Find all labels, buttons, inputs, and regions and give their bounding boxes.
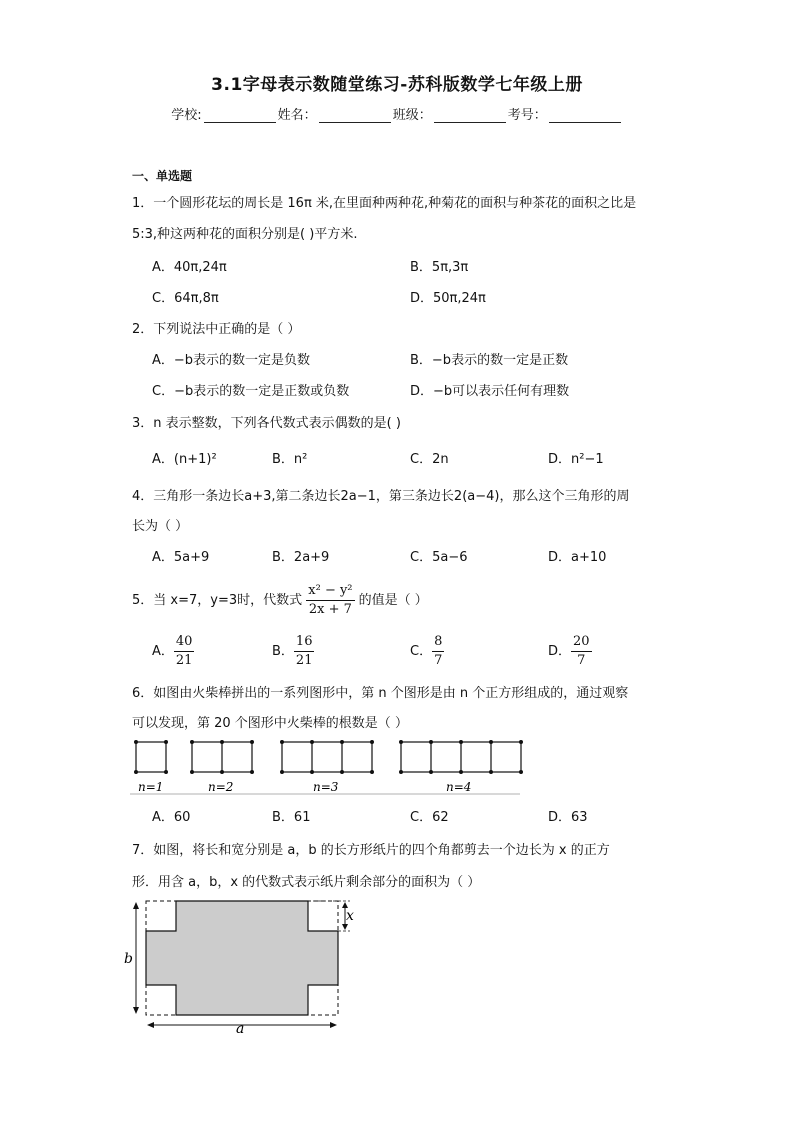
figure-label-n2: n=2 <box>208 780 234 794</box>
q5-option-a-num: 40 <box>174 633 195 652</box>
q5-option-b-fraction <box>294 633 315 670</box>
question-6-text: 6．如图由火柴棒拼出的一系列图形中，第 n 个图形是由 n 个正方形组成的，通过观察 <box>132 686 629 701</box>
q5-expression-fraction <box>306 582 354 619</box>
question-2-text: 2．下列说法中正确的是（ ） <box>132 322 301 337</box>
dimension-label-b: b <box>124 951 133 967</box>
question-7-text-cont: 形．用含 a，b，x 的代数式表示纸片剩余部分的面积为（ ） <box>132 875 481 890</box>
q2-option-c[interactable]: C．−b表示的数一定是正数或负数 <box>152 384 350 399</box>
q2-option-b[interactable]: B．−b表示的数一定是正数 <box>410 353 569 368</box>
q5-text-pre: 5．当 x=7，y=3时，代数式 <box>132 593 303 608</box>
q5-expr-denominator: 2x + 7 <box>308 602 352 617</box>
exam-no-blank[interactable] <box>549 108 621 123</box>
remaining-paper-shape <box>146 901 338 1015</box>
q5-option-d-fraction <box>571 633 592 670</box>
dimension-label-x: x <box>346 908 354 924</box>
q1-option-d[interactable]: D．50π,24π <box>410 291 486 306</box>
q3-option-b[interactable]: B．n² <box>272 452 308 467</box>
question-4-text-cont: 长为（ ） <box>132 519 189 534</box>
rectangle-cut-corners-figure <box>126 893 366 1035</box>
question-1-text: 1．一个圆形花坛的周长是 16π 米,在里面种两种花,种菊花的面积与种茶花的面积之比是 <box>132 196 637 211</box>
figure-label-n1: n=1 <box>138 780 164 794</box>
name-blank[interactable] <box>319 108 391 123</box>
figure-label-n3: n=3 <box>313 780 339 794</box>
q5-option-a-fraction <box>174 633 195 670</box>
q5-option-c-num: 8 <box>432 633 444 652</box>
q4-option-b[interactable]: B．2a+9 <box>272 550 330 565</box>
q3-option-a[interactable]: A．(n+1)² <box>152 452 217 467</box>
q5-option-d-label: D． <box>548 644 572 659</box>
q5-option-d-den: 7 <box>577 653 586 668</box>
q6-option-c[interactable]: C．62 <box>410 810 449 825</box>
q5-option-c-label: C． <box>410 644 433 659</box>
name-label: 姓名： <box>277 108 317 123</box>
school-blank[interactable] <box>204 108 276 123</box>
matchstick-squares-3 <box>282 742 372 772</box>
exam-no-label: 考号： <box>507 108 547 123</box>
q1-option-b[interactable]: B．5π,3π <box>410 260 469 275</box>
question-3-text: 3．n 表示整数，下列各代数式表示偶数的是( ) <box>132 416 401 431</box>
class-label: 班级： <box>392 108 432 123</box>
section-heading: 一、单选题 <box>132 169 193 183</box>
q5-option-b[interactable] <box>272 633 314 670</box>
q5-option-d-num: 20 <box>571 633 592 652</box>
q5-option-b-den: 21 <box>295 653 313 668</box>
q5-option-d[interactable] <box>548 633 592 670</box>
q5-option-a-label: A． <box>152 644 174 659</box>
matchstick-figure <box>130 735 522 797</box>
matchstick-square <box>136 742 166 772</box>
figure-label-n4: n=4 <box>446 780 472 794</box>
q4-option-c[interactable]: C．5a−6 <box>410 550 468 565</box>
q1-option-a[interactable]: A．40π,24π <box>152 260 227 275</box>
q5-option-a[interactable] <box>152 633 194 670</box>
q5-expr-numerator: x² − y² <box>306 582 354 601</box>
q5-text-post: 的值是（ ） <box>358 593 428 608</box>
q2-option-a[interactable]: A．−b表示的数一定是负数 <box>152 353 311 368</box>
question-1-text-cont: 5:3,种这两种花的面积分别是( )平方米. <box>132 227 358 242</box>
q2-option-d[interactable]: D．−b可以表示任何有理数 <box>410 384 570 399</box>
q5-option-c-fraction <box>432 633 444 670</box>
q4-option-d[interactable]: D．a+10 <box>548 550 607 565</box>
q4-option-a[interactable]: A．5a+9 <box>152 550 210 565</box>
student-info-row <box>0 104 794 123</box>
school-label: 学校: <box>171 108 202 123</box>
q5-option-c[interactable] <box>410 633 444 670</box>
q5-option-b-label: B． <box>272 644 294 659</box>
q5-option-b-num: 16 <box>294 633 315 652</box>
question-5-text <box>132 582 428 619</box>
class-blank[interactable] <box>434 108 506 123</box>
q3-option-d[interactable]: D．n²−1 <box>548 452 604 467</box>
q5-option-c-den: 7 <box>434 653 443 668</box>
q3-option-c[interactable]: C．2n <box>410 452 449 467</box>
page-title: 3.1字母表示数随堂练习-苏科版数学七年级上册 <box>211 75 583 95</box>
q6-option-a[interactable]: A．60 <box>152 810 191 825</box>
dimension-label-a: a <box>236 1021 245 1037</box>
q6-option-b[interactable]: B．61 <box>272 810 311 825</box>
q1-option-c[interactable]: C．64π,8π <box>152 291 219 306</box>
question-6-text-cont: 可以发现，第 20 个图形中火柴棒的根数是（ ） <box>132 716 408 731</box>
q6-option-d[interactable]: D．63 <box>548 810 588 825</box>
question-4-text: 4．三角形一条边长a+3,第二条边长2a−1，第三条边长2(a−4)，那么这个三角形的周 <box>132 489 630 504</box>
question-7-text: 7．如图，将长和宽分别是 a，b 的长方形纸片的四个角都剪去一个边长为 x 的正方 <box>132 843 610 858</box>
q5-option-a-den: 21 <box>175 653 193 668</box>
